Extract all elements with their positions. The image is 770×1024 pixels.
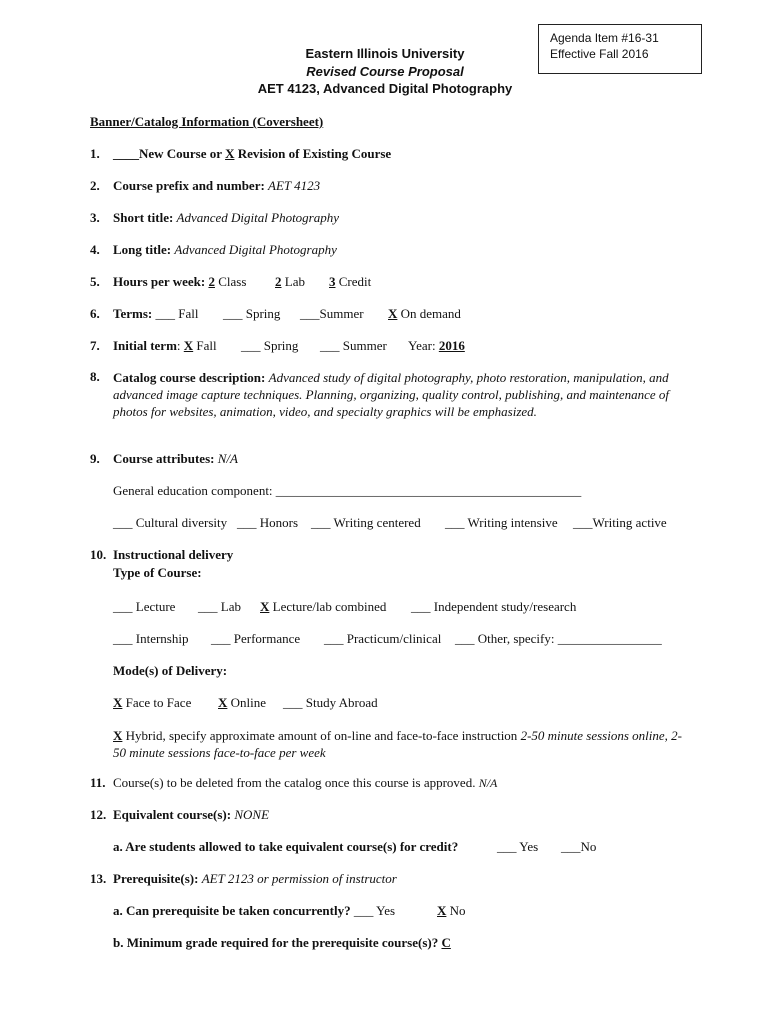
item-number: 2.: [90, 178, 100, 193]
q5-credit: Credit: [335, 274, 372, 289]
q10-abroad: ___ Study Abroad: [283, 695, 378, 710]
q1-blank: ____: [113, 146, 139, 161]
item-number: 1.: [90, 146, 100, 161]
q7-spring: ___ Spring: [241, 338, 299, 353]
item-number: 5.: [90, 274, 100, 289]
q10-internship: ___ Internship: [113, 631, 189, 646]
q10-x-online: X: [218, 695, 228, 710]
q8-description: [113, 369, 683, 420]
q10-lecture-lab-wrap: [260, 599, 386, 615]
q9-cultural: ___ Cultural diversity: [113, 515, 228, 530]
q13-label: Prerequisite(s):: [113, 871, 202, 886]
q10-lecture: ___ Lecture: [113, 599, 176, 614]
q9-writing-active: ___Writing active: [573, 515, 667, 530]
q1-line: [113, 146, 391, 162]
q7-year: 2016: [438, 338, 465, 353]
q9-line: [113, 451, 238, 467]
q13-line: [113, 871, 397, 887]
university-name: Eastern Illinois University: [305, 46, 465, 61]
q8-label: Catalog course description:: [113, 370, 269, 385]
q4-value: Advanced Digital Photography: [174, 242, 337, 257]
q13-yes: ___ Yes: [350, 903, 396, 918]
item-number: 12.: [90, 807, 107, 822]
q7-summer: ___ Summer: [320, 338, 387, 353]
q12-line: [113, 807, 269, 823]
q2-label: Course prefix and number:: [113, 178, 269, 193]
item-number: 13.: [90, 871, 107, 886]
q2-line: [113, 178, 320, 194]
q5-class: Class: [214, 274, 247, 289]
q10-hybrid-value: 2-50 minute sessions online, 2- 50 minute sessions face-to-face per week: [113, 728, 682, 760]
q6-label: Terms:: [113, 306, 153, 321]
section-title: Banner/Catalog Information (Coversheet): [90, 114, 324, 129]
q10-independent: ___ Independent study/research: [411, 599, 577, 614]
q7-term-wrap: [113, 338, 217, 354]
q12-value: NONE: [234, 807, 270, 822]
q5-lab: Lab: [281, 274, 305, 289]
q12-yes: ___ Yes: [497, 839, 539, 854]
item-number: 10.: [90, 547, 107, 562]
q3-line: [113, 210, 339, 226]
q9-honors: ___ Honors: [237, 515, 299, 530]
q5-lab-n: 2: [275, 274, 282, 289]
q5-class-n: 2: [208, 274, 215, 289]
q3-label: Short title:: [113, 210, 177, 225]
item-number: 6.: [90, 306, 100, 321]
q6-ondemand-wrap: [388, 306, 461, 322]
q9-gen-ed: General education component: _______________________________________________: [113, 483, 582, 498]
q11-label: Course(s) to be deleted from the catalog once this course is approved.: [113, 775, 479, 790]
q7-year-wrap: [408, 338, 465, 354]
item-number: 9.: [90, 451, 100, 466]
q7-label: Initial term: [113, 338, 177, 353]
q10-x-hybrid: X: [113, 728, 123, 743]
q13-grade: C: [441, 935, 451, 950]
q3-value: Advanced Digital Photography: [176, 210, 340, 225]
q10-hybrid: Hybrid, specify approximate amount of on-line and face-to-face instruction: [122, 728, 521, 743]
q6-summer: ___Summer: [300, 306, 364, 321]
q4-label: Long title:: [113, 242, 175, 257]
q5-credit-wrap: [329, 274, 371, 290]
q9-value: N/A: [217, 451, 238, 466]
q13-no: No: [446, 903, 466, 918]
q5-credit-n: 3: [329, 274, 336, 289]
q6-x: X: [388, 306, 398, 321]
q11-line: [113, 775, 497, 791]
q13-x: X: [437, 903, 447, 918]
q10-modes: Mode(s) of Delivery:: [113, 663, 228, 678]
q13-value: AET 2123 or permission of instructor: [201, 871, 397, 886]
q1-new: New Course or: [139, 146, 226, 161]
proposal-title: Revised Course Proposal: [306, 64, 464, 79]
q13-a: a. Can prerequisite be taken concurrently?: [113, 903, 351, 918]
q10-practicum: ___ Practicum/clinical: [324, 631, 442, 646]
q7-fall: Fall: [193, 338, 217, 353]
course-title: AET 4123, Advanced Digital Photography: [257, 81, 513, 96]
q10-hybrid-wrap: [113, 727, 683, 761]
agenda-item: Agenda Item #16-31: [550, 31, 659, 45]
q5-lab-wrap: [275, 274, 305, 290]
q10-face: Face to Face: [122, 695, 192, 710]
q10-x: X: [260, 599, 270, 614]
q10-face-wrap: [113, 695, 191, 711]
q13-b-line: [113, 935, 451, 951]
q9-writing-intensive: ___ Writing intensive: [445, 515, 558, 530]
q11-value: N/A: [478, 776, 498, 790]
q5-label-wrap: [113, 274, 246, 290]
q12-no: ___No: [561, 839, 597, 854]
q7-x: X: [183, 338, 194, 353]
q10-label: Instructional delivery: [113, 547, 234, 562]
item-number: 3.: [90, 210, 100, 225]
q10-performance: ___ Performance: [211, 631, 301, 646]
effective-date: Effective Fall 2016: [550, 47, 649, 61]
q12-a: a. Are students allowed to take equivalent course(s) for credit?: [113, 839, 459, 854]
q6-fall: ___ Fall: [152, 306, 199, 321]
q8-value: Advanced study of digital photography, photo restoration, manipulation, and advanced image capture techniques. Planning, organizing, quality control, publishing, and maintenance of photos for websites, animation, video, and specialty graphics will be emphasized.: [113, 370, 670, 419]
q10-x-face: X: [113, 695, 123, 710]
q6-ondemand: On demand: [397, 306, 461, 321]
q10-other: ___ Other, specify: ________________: [455, 631, 662, 646]
q13-a-line: [113, 903, 395, 919]
item-number: 8.: [90, 369, 100, 384]
q10-lecture-lab: Lecture/lab combined: [269, 599, 387, 614]
q2-value: AET 4123: [268, 178, 321, 193]
q7-year-label: Year:: [408, 338, 439, 353]
item-number: 4.: [90, 242, 100, 257]
q1-x: X: [225, 146, 235, 161]
q10-online-wrap: [218, 695, 266, 711]
q10-online: Online: [227, 695, 267, 710]
q4-line: [113, 242, 337, 258]
q13-b: b. Minimum grade required for the prerequisite course(s)?: [113, 935, 442, 950]
q6-terms-wrap: [113, 306, 198, 322]
q10-type: Type of Course:: [113, 565, 202, 580]
q9-label: Course attributes:: [113, 451, 218, 466]
q10-lab: ___ Lab: [198, 599, 241, 614]
q7-colon: :: [176, 338, 184, 353]
item-number: 7.: [90, 338, 100, 353]
q12-label: Equivalent course(s):: [113, 807, 235, 822]
item-number: 11.: [90, 775, 106, 790]
q5-label: Hours per week:: [113, 274, 209, 289]
q1-revision: Revision of Existing Course: [234, 146, 392, 161]
q9-writing-centered: ___ Writing centered: [311, 515, 421, 530]
q6-spring: ___ Spring: [223, 306, 281, 321]
q13-no-wrap: [437, 903, 466, 919]
